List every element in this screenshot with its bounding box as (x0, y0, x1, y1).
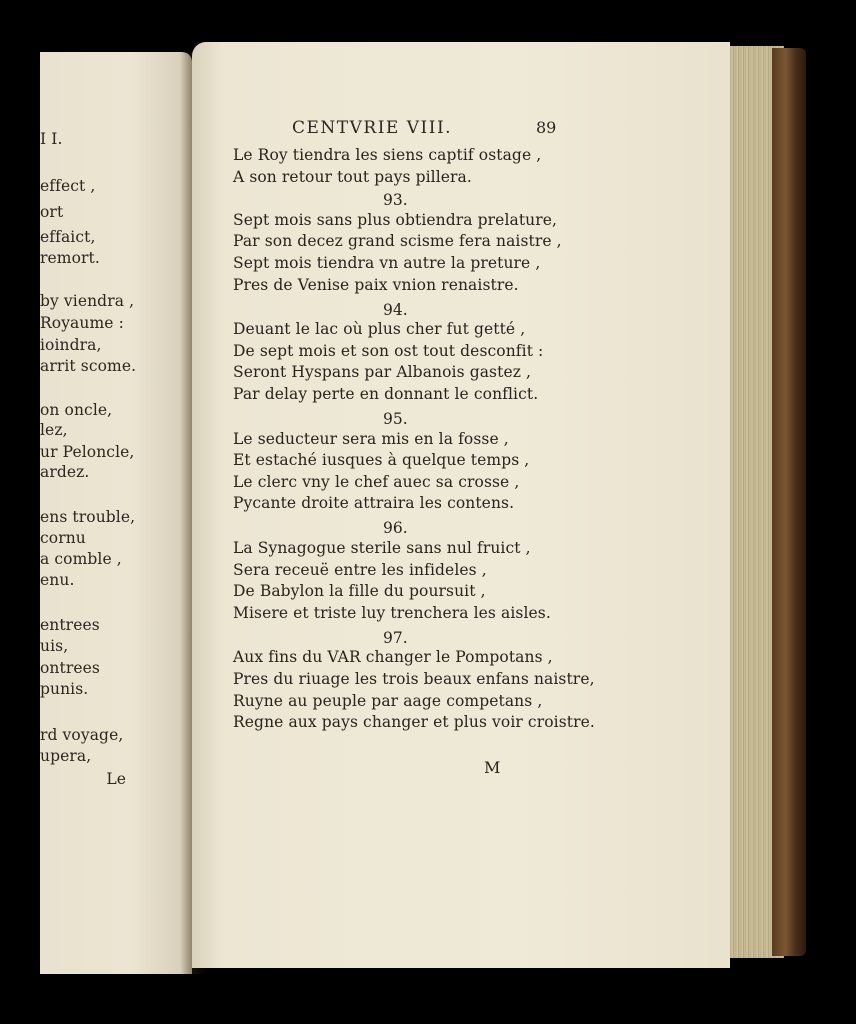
verse-line: Le seducteur sera mis en la fosse , (233, 430, 509, 448)
left-page-line: ens trouble, (40, 508, 136, 526)
left-page-line: remort. (40, 249, 100, 267)
left-page-line: a comble , (40, 550, 122, 568)
left-page-line: ardez. (40, 463, 90, 481)
left-page (40, 52, 192, 974)
left-page-line: ur Peloncle, (40, 443, 135, 461)
left-catchword: Le (106, 770, 126, 788)
stanza-number: 96. (383, 519, 408, 537)
left-page-line: ioindra, (40, 336, 102, 354)
left-page-line: ontrees (40, 659, 100, 677)
left-page-line: effect , (40, 177, 96, 195)
verse-line: Deuant le lac où plus cher fut getté , (233, 320, 526, 338)
left-page-line: ort (40, 203, 64, 221)
verse-line: A son retour tout pays pillera. (233, 168, 472, 186)
stanza-number: 93. (383, 191, 408, 209)
verse-line: Misere et triste luy trenchera les aisles. (233, 604, 551, 622)
verse-line: Par delay perte en donnant le conflict. (233, 385, 539, 403)
book-cover (772, 48, 806, 956)
verse-line: Pycante droite attraira les contens. (233, 494, 515, 512)
left-page-line: rd voyage, (40, 726, 124, 744)
stanza-number: 94. (383, 301, 408, 319)
verse-line: Pres du riuage les trois beaux enfans naistre, (233, 670, 595, 688)
verse-line: Sept mois sans plus obtiendra prelature, (233, 211, 558, 229)
left-page-line: lez, (40, 421, 68, 439)
verse-line: Ruyne au peuple par aage competans , (233, 692, 543, 710)
verse-line: La Synagogue sterile sans nul fruict , (233, 539, 531, 557)
verse-line: De sept mois et son ost tout desconfit : (233, 342, 544, 360)
verse-line: Et estaché iusques à quelque temps , (233, 451, 530, 469)
left-page-line: by viendra , (40, 292, 135, 310)
left-page-line: arrit scome. (40, 357, 137, 375)
verse-line: De Babylon la fille du poursuit , (233, 582, 486, 600)
left-page-line: enu. (40, 571, 75, 589)
verse-line: Sept mois tiendra vn autre la preture , (233, 254, 541, 272)
left-page-line: entrees (40, 616, 100, 634)
verse-line: Pres de Venise paix vnion renaistre. (233, 276, 519, 294)
verse-line: Le clerc vny le chef auec sa crosse , (233, 473, 520, 491)
stanza-number: 95. (383, 410, 408, 428)
verse-line: Le Roy tiendra les siens captif ostage , (233, 146, 542, 164)
left-page-line: I I. (40, 130, 63, 148)
verse-line: Seront Hyspans par Albanois gastez , (233, 363, 532, 381)
verse-line: Regne aux pays changer et plus voir croistre. (233, 713, 595, 731)
left-page-line: on oncle, (40, 401, 113, 419)
left-page-line: punis. (40, 680, 89, 698)
page-number: 89 (536, 118, 557, 137)
left-page-line: Royaume : (40, 314, 124, 332)
catchword: M (484, 758, 501, 777)
verse-line: Aux fins du VAR changer le Pompotans , (233, 648, 553, 666)
verse-line: Par son decez grand scisme fera naistre , (233, 232, 562, 250)
left-page-line: upera, (40, 747, 92, 765)
left-page-line: cornu (40, 529, 86, 547)
stanza-number: 97. (383, 629, 408, 647)
left-page-line: effaict, (40, 228, 96, 246)
left-page-line: uis, (40, 637, 69, 655)
page-header: CENTVRIE VIII. (292, 118, 453, 138)
verse-line: Sera receuë entre les infideles , (233, 561, 487, 579)
